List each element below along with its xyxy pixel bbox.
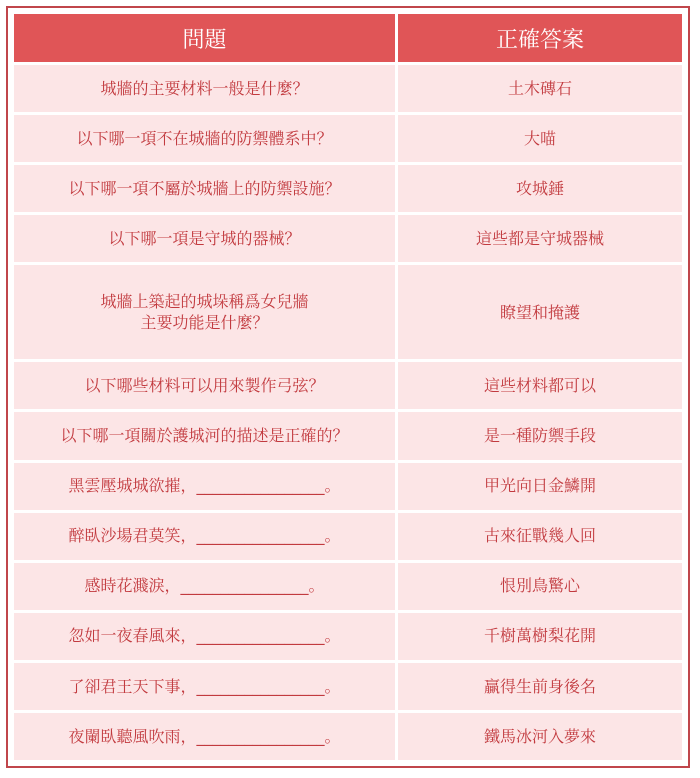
question-cell <box>14 265 395 359</box>
answer-cell: 甲光向日金鱗開 <box>398 463 682 510</box>
table-row <box>14 65 682 112</box>
answer-column-header: 正確答案 <box>398 14 682 62</box>
table-row <box>14 412 682 459</box>
answer-cell: 這些材料都可以 <box>398 362 682 409</box>
header-row <box>14 14 682 62</box>
answer-cell: 鐵馬冰河入夢來 <box>398 713 682 760</box>
table-row <box>14 165 682 212</box>
table-row <box>14 215 682 262</box>
qa-table-frame <box>6 6 690 768</box>
answer-cell: 攻城錘 <box>398 165 682 212</box>
answer-cell: 瞭望和掩護 <box>398 265 682 359</box>
table-row <box>14 613 682 660</box>
table-row <box>14 265 682 359</box>
table-row <box>14 513 682 560</box>
table-row <box>14 463 682 510</box>
question-cell: 以下哪些材料可以用來製作弓弦？ <box>14 362 395 409</box>
question-cell: 黑雲壓城城欲摧，________________。 <box>14 463 395 510</box>
table-row <box>14 713 682 760</box>
table-row <box>14 115 682 162</box>
question-cell: 以下哪一項是守城的器械？ <box>14 215 395 262</box>
answer-cell: 是一種防禦手段 <box>398 412 682 459</box>
question-cell: 以下哪一項關於護城河的描述是正確的？ <box>14 412 395 459</box>
answer-cell: 這些都是守城器械 <box>398 215 682 262</box>
table-row <box>14 362 682 409</box>
question-cell: 城牆的主要材料一般是什麼？ <box>14 65 395 112</box>
question-cell: 忽如一夜春風來，________________。 <box>14 613 395 660</box>
question-cell: 以下哪一項不在城牆的防禦體系中？ <box>14 115 395 162</box>
table-row <box>14 663 682 710</box>
question-line-2: 主要功能是什麼？ <box>140 313 269 333</box>
answer-cell: 千樹萬樹梨花開 <box>398 613 682 660</box>
question-cell: 感時花濺淚，________________。 <box>14 563 395 610</box>
question-cell: 了卻君王天下事，________________。 <box>14 663 395 710</box>
question-cell: 夜闌臥聽風吹雨，________________。 <box>14 713 395 760</box>
question-column-header: 問題 <box>14 14 395 62</box>
question-cell: 醉臥沙場君莫笑，________________。 <box>14 513 395 560</box>
answer-cell: 古來征戰幾人回 <box>398 513 682 560</box>
question-line-1: 城牆上築起的城垛稱爲女兒牆 <box>100 291 309 311</box>
answer-cell: 贏得生前身後名 <box>398 663 682 710</box>
answer-cell: 大喵 <box>398 115 682 162</box>
qa-table <box>11 11 685 763</box>
question-cell: 以下哪一項不屬於城牆上的防禦設施？ <box>14 165 395 212</box>
answer-cell: 恨別鳥驚心 <box>398 563 682 610</box>
table-row <box>14 563 682 610</box>
answer-cell: 土木磚石 <box>398 65 682 112</box>
